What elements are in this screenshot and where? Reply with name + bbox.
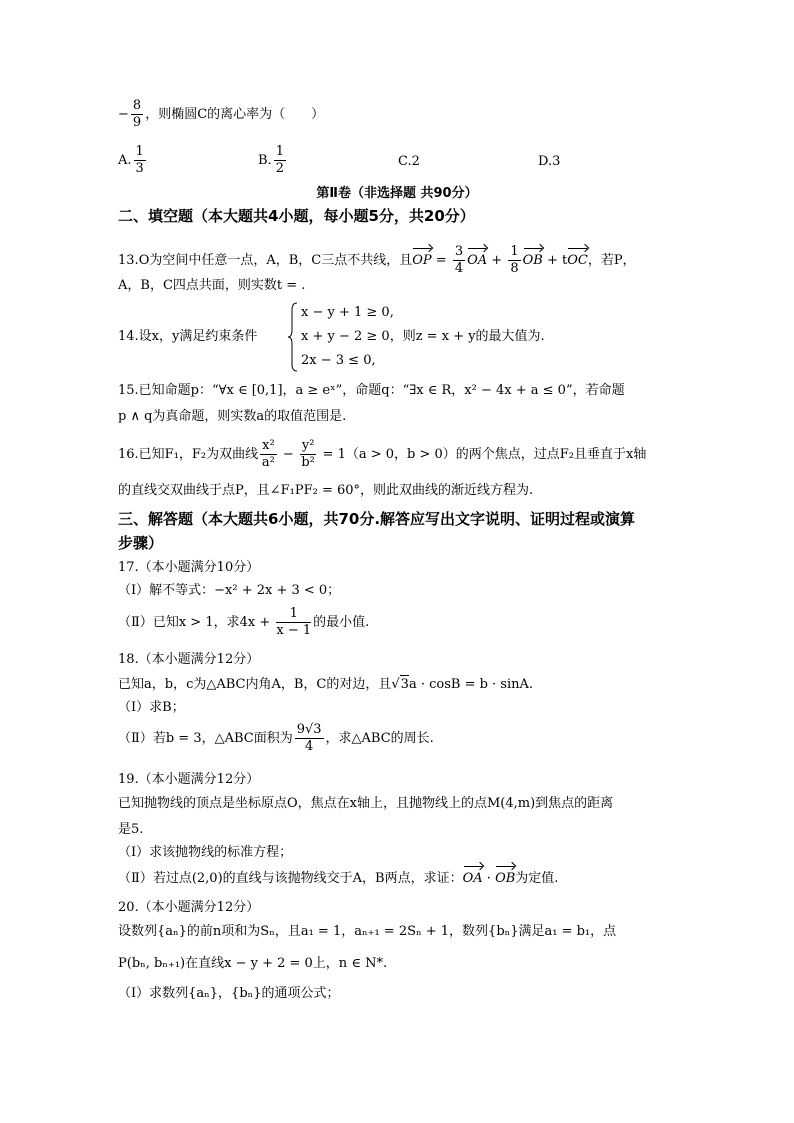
q13-line2: A，B，C四点共面，则实数t = . [118, 278, 306, 293]
q19-stem1: 已知抛物线的顶点是坐标原点O，焦点在x轴上，且抛物线上的点M(4,m)到焦点的距离 [118, 796, 614, 811]
option-d: D.3 [538, 154, 561, 169]
q17-part2: （Ⅱ）已知x > 1，求4x + $\frac{1}{x - 1}$ 的最小值. [118, 606, 370, 638]
option-b: B. $\frac{1}{2}$ [258, 144, 284, 176]
q20-part1: （Ⅰ）求数列{aₙ}，{bₙ}的通项公式； [118, 986, 340, 1001]
constraint-1: x − y + 1 ≥ 0, [301, 305, 394, 320]
vector-oc: OC [567, 253, 588, 268]
q12-text: ，则椭圆C的离心率为（ ） [145, 107, 325, 122]
q19-head: 19.（本小题满分12分） [118, 772, 260, 787]
q18-part2: （Ⅱ）若b = 3，△ABC面积为 $\frac{9√3}{4}$ ，求△ABC的周长. [118, 722, 434, 754]
q18-head: 18.（本小题满分12分） [118, 652, 260, 667]
q15-line1: 15.已知命题p：“∀x ∈ [0,1]，a ≥ eˣ”，命题q：“∃x ∈ R，x² − 4x + a ≤ 0”，若命题 [118, 383, 625, 398]
q20-stem1: 设数列{aₙ}的前n项和为Sₙ，且a₁ = 1，aₙ₊₁ = 2Sₙ + 1，数列{bₙ}满足a₁ = b₁，点 [118, 924, 617, 939]
vector-ob: OB [522, 253, 543, 268]
q16-line1: 16.已知F₁，F₂为双曲线 $\frac{\text{x²}}{\text{a²}}$ − $\frac{\text{y²}}{\text{b²}}$ = 1（a > 0，b > 0）的两个焦点，过点F₂且垂直于x轴 [118, 438, 647, 470]
vector-ob: OB [495, 871, 516, 886]
fraction: $\frac{8}{9}$ [132, 98, 142, 130]
option-c: C.2 [398, 154, 420, 169]
q20-head: 20.（本小题满分12分） [118, 900, 260, 915]
vector-oa: OA [462, 871, 483, 886]
q15-line2: p ∧ q为真命题，则实数a的取值范围是. [118, 409, 347, 424]
q12-tail [118, 98, 324, 131]
section2-title: 二、填空题（本大题共4小题，每小题5分，共20分） [118, 207, 475, 225]
option-a: A. $\frac{1}{3}$ [118, 144, 144, 176]
q19-part1: （Ⅰ）求该抛物线的标准方程； [118, 845, 293, 860]
section3-title-1: 三、解答题（本大题共6小题，共70分.解答应写出文字说明、证明过程或演算 [118, 510, 636, 528]
q18-part1: （Ⅰ）求B； [118, 700, 185, 715]
q19-part2: （Ⅱ）若过点(2,0)的直线与该抛物线交于A，B两点，求证：OA · OB为定值. [118, 871, 559, 886]
section3-title-2: 步骤） [118, 534, 164, 552]
minus-sign: − [118, 107, 129, 122]
constraint-2: x + y − 2 ≥ 0，则z = x + y的最大值为. [301, 329, 545, 344]
q19-stem2: 是5. [118, 822, 144, 837]
vector-op: OP [412, 253, 432, 268]
part2-title: 第Ⅱ卷（非选择题 共90分） [316, 186, 478, 201]
constraint-3: 2x − 3 ≤ 0, [301, 353, 376, 368]
vector-oa: OA [467, 253, 488, 268]
q17-part1: （Ⅰ）解不等式：−x² + 2x + 3 < 0； [118, 583, 341, 598]
q18-stem: 已知a，b，c为△ABC内角A，B，C的对边，且√3a · cosB = b · sinA. [118, 677, 534, 692]
q13-line1: 13.O为空间中任意一点，A，B，C三点不共线，且OP = $\frac{3}{4}$ OA + $\frac{1}{8}$ OB + tOC，若P， [118, 244, 636, 276]
q14-prefix: 14.设x，y满足约束条件 [118, 329, 258, 344]
brace-icon [287, 302, 299, 372]
q17-head: 17.（本小题满分10分） [118, 560, 260, 575]
q20-stem2: P(bₙ, bₙ₊₁)在直线x − y + 2 = 0上，n ∈ N*. [118, 956, 388, 971]
q16-line2: 的直线交双曲线于点P，且∠F₁PF₂ = 60°，则此双曲线的渐近线方程为. [118, 483, 534, 498]
